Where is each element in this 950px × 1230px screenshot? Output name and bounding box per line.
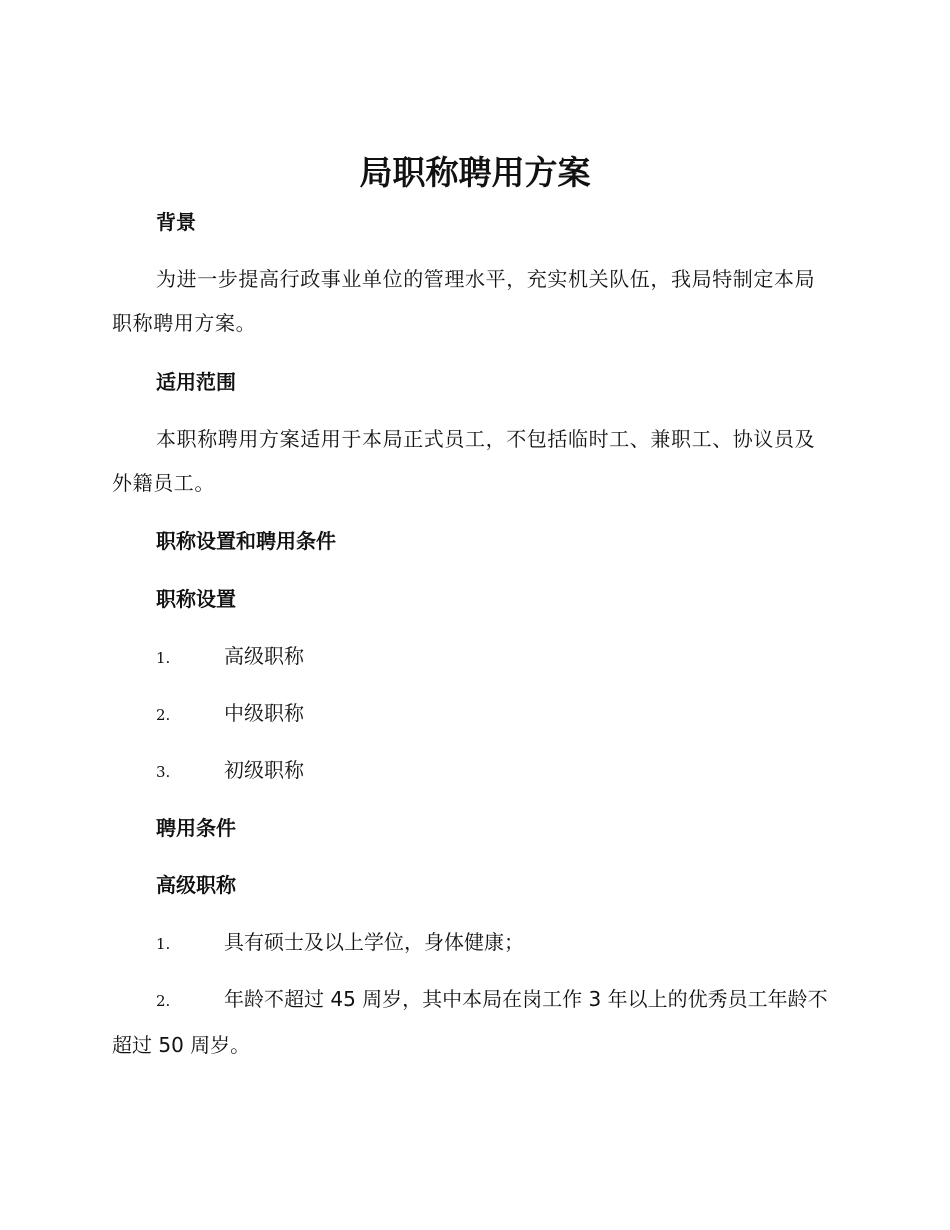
list-item bbox=[156, 699, 304, 729]
list-number: 1. bbox=[156, 649, 171, 667]
heading-scope: 适用范围 bbox=[156, 370, 236, 394]
list-item bbox=[156, 642, 304, 672]
heading-conditions: 聘用条件 bbox=[156, 816, 236, 840]
heading-title-setting: 职称设置 bbox=[156, 587, 236, 611]
list-item bbox=[112, 977, 832, 1067]
list-number: 3. bbox=[156, 763, 171, 781]
list-item bbox=[156, 756, 304, 786]
list-number: 2. bbox=[156, 992, 171, 1010]
list-text: 初级职称 bbox=[224, 758, 304, 782]
list-item bbox=[156, 928, 524, 958]
list-text: 年龄不超过 45 周岁，其中本局在岗工作 3 年以上的优秀员工年龄不超过 50 周岁。 bbox=[112, 987, 828, 1057]
list-text: 高级职称 bbox=[224, 644, 304, 668]
paragraph-scope: 本职称聘用方案适用于本局正式员工，不包括临时工、兼职工、协议员及外籍员工。 bbox=[112, 427, 816, 495]
list-text: 中级职称 bbox=[224, 701, 304, 725]
heading-setting-and-conditions: 职称设置和聘用条件 bbox=[156, 529, 336, 553]
paragraph-background: 为进一步提高行政事业单位的管理水平，充实机关队伍，我局特制定本局职称聘用方案。 bbox=[112, 267, 816, 335]
list-number: 2. bbox=[156, 706, 171, 724]
list-number: 1. bbox=[156, 935, 171, 953]
heading-background: 背景 bbox=[156, 210, 196, 234]
document-title: 局职称聘用方案 bbox=[359, 153, 591, 192]
heading-senior-title: 高级职称 bbox=[156, 873, 236, 897]
list-text: 具有硕士及以上学位，身体健康； bbox=[224, 930, 524, 954]
